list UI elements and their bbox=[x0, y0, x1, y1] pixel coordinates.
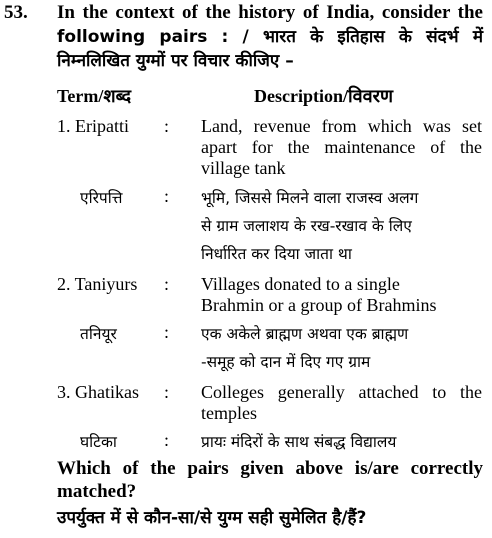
row-2-desc-en-line-1: Villages donated to a single bbox=[201, 274, 400, 294]
question-text-line-1: In the context of the history of India, consider the bbox=[57, 2, 483, 23]
row-3-colon-hi: : bbox=[164, 430, 170, 450]
row-2-desc-hi-line-2: -समूह को दान में दिए गए ग्राम bbox=[201, 353, 371, 371]
row-1-desc-hi-line-2: से ग्राम जलाशय के रख-रखाव के लिए bbox=[201, 217, 412, 235]
row-1-desc-hi-line-3: निर्धारित कर दिया जाता था bbox=[201, 245, 352, 263]
row-2-desc-hi-line-1: एक अकेले ब्राह्मण अथवा एक ब्राह्मण bbox=[201, 325, 409, 343]
row-1-desc-en-line-1: Land, revenue from which was set bbox=[201, 116, 482, 136]
question-text-line-2: following pairs : / भारत के इतिहास के संदर्भ में bbox=[57, 27, 483, 47]
row-2-term-en: 2. Taniyurs bbox=[57, 274, 138, 294]
row-3-term-hi: घटिका bbox=[80, 433, 117, 451]
row-1-term-en: 1. Eripatti bbox=[57, 116, 129, 136]
row-2-desc-en-line-2: Brahmin or a group of Brahmins bbox=[201, 295, 437, 315]
row-1-desc-en-line-3: village tank bbox=[201, 158, 286, 178]
ask-text-en-line-1: Which of the pairs given above is/are correctly bbox=[57, 458, 483, 479]
row-2-colon-hi: : bbox=[164, 322, 170, 342]
question-text-line-3: निम्नलिखित युग्मों पर विचार कीजिए – bbox=[57, 51, 294, 71]
term-column-header: Term/शब्द bbox=[57, 86, 132, 106]
row-3-colon-en: : bbox=[164, 382, 170, 402]
row-3-term-en: 3. Ghatikas bbox=[57, 382, 139, 402]
description-column-header: Description/विवरण bbox=[254, 86, 394, 106]
row-2-term-hi: तनियूर bbox=[80, 325, 117, 343]
ask-text-hi: उपर्युक्त में से कौन-सा/से युग्म सही सुमेलित है/हैं? bbox=[57, 508, 367, 528]
row-1-desc-en-line-2: apart for the maintenance of the bbox=[201, 137, 482, 157]
row-2-colon-en: : bbox=[164, 274, 170, 294]
row-3-desc-en-line-2: temples bbox=[201, 403, 257, 423]
question-number: 53. bbox=[4, 2, 28, 23]
row-3-desc-en-line-1: Colleges generally attached to the bbox=[201, 382, 482, 402]
row-1-desc-hi-line-1: भूमि, जिससे मिलने वाला राजस्व अलग bbox=[201, 189, 419, 207]
row-1-term-hi: एरिपत्ति bbox=[80, 189, 123, 207]
row-3-desc-hi-line-1: प्रायः मंदिरों के साथ संबद्ध विद्यालय bbox=[201, 433, 397, 451]
ask-text-en-line-2: matched? bbox=[57, 481, 137, 502]
row-1-colon-en: : bbox=[164, 116, 170, 136]
row-1-colon-hi: : bbox=[164, 186, 170, 206]
